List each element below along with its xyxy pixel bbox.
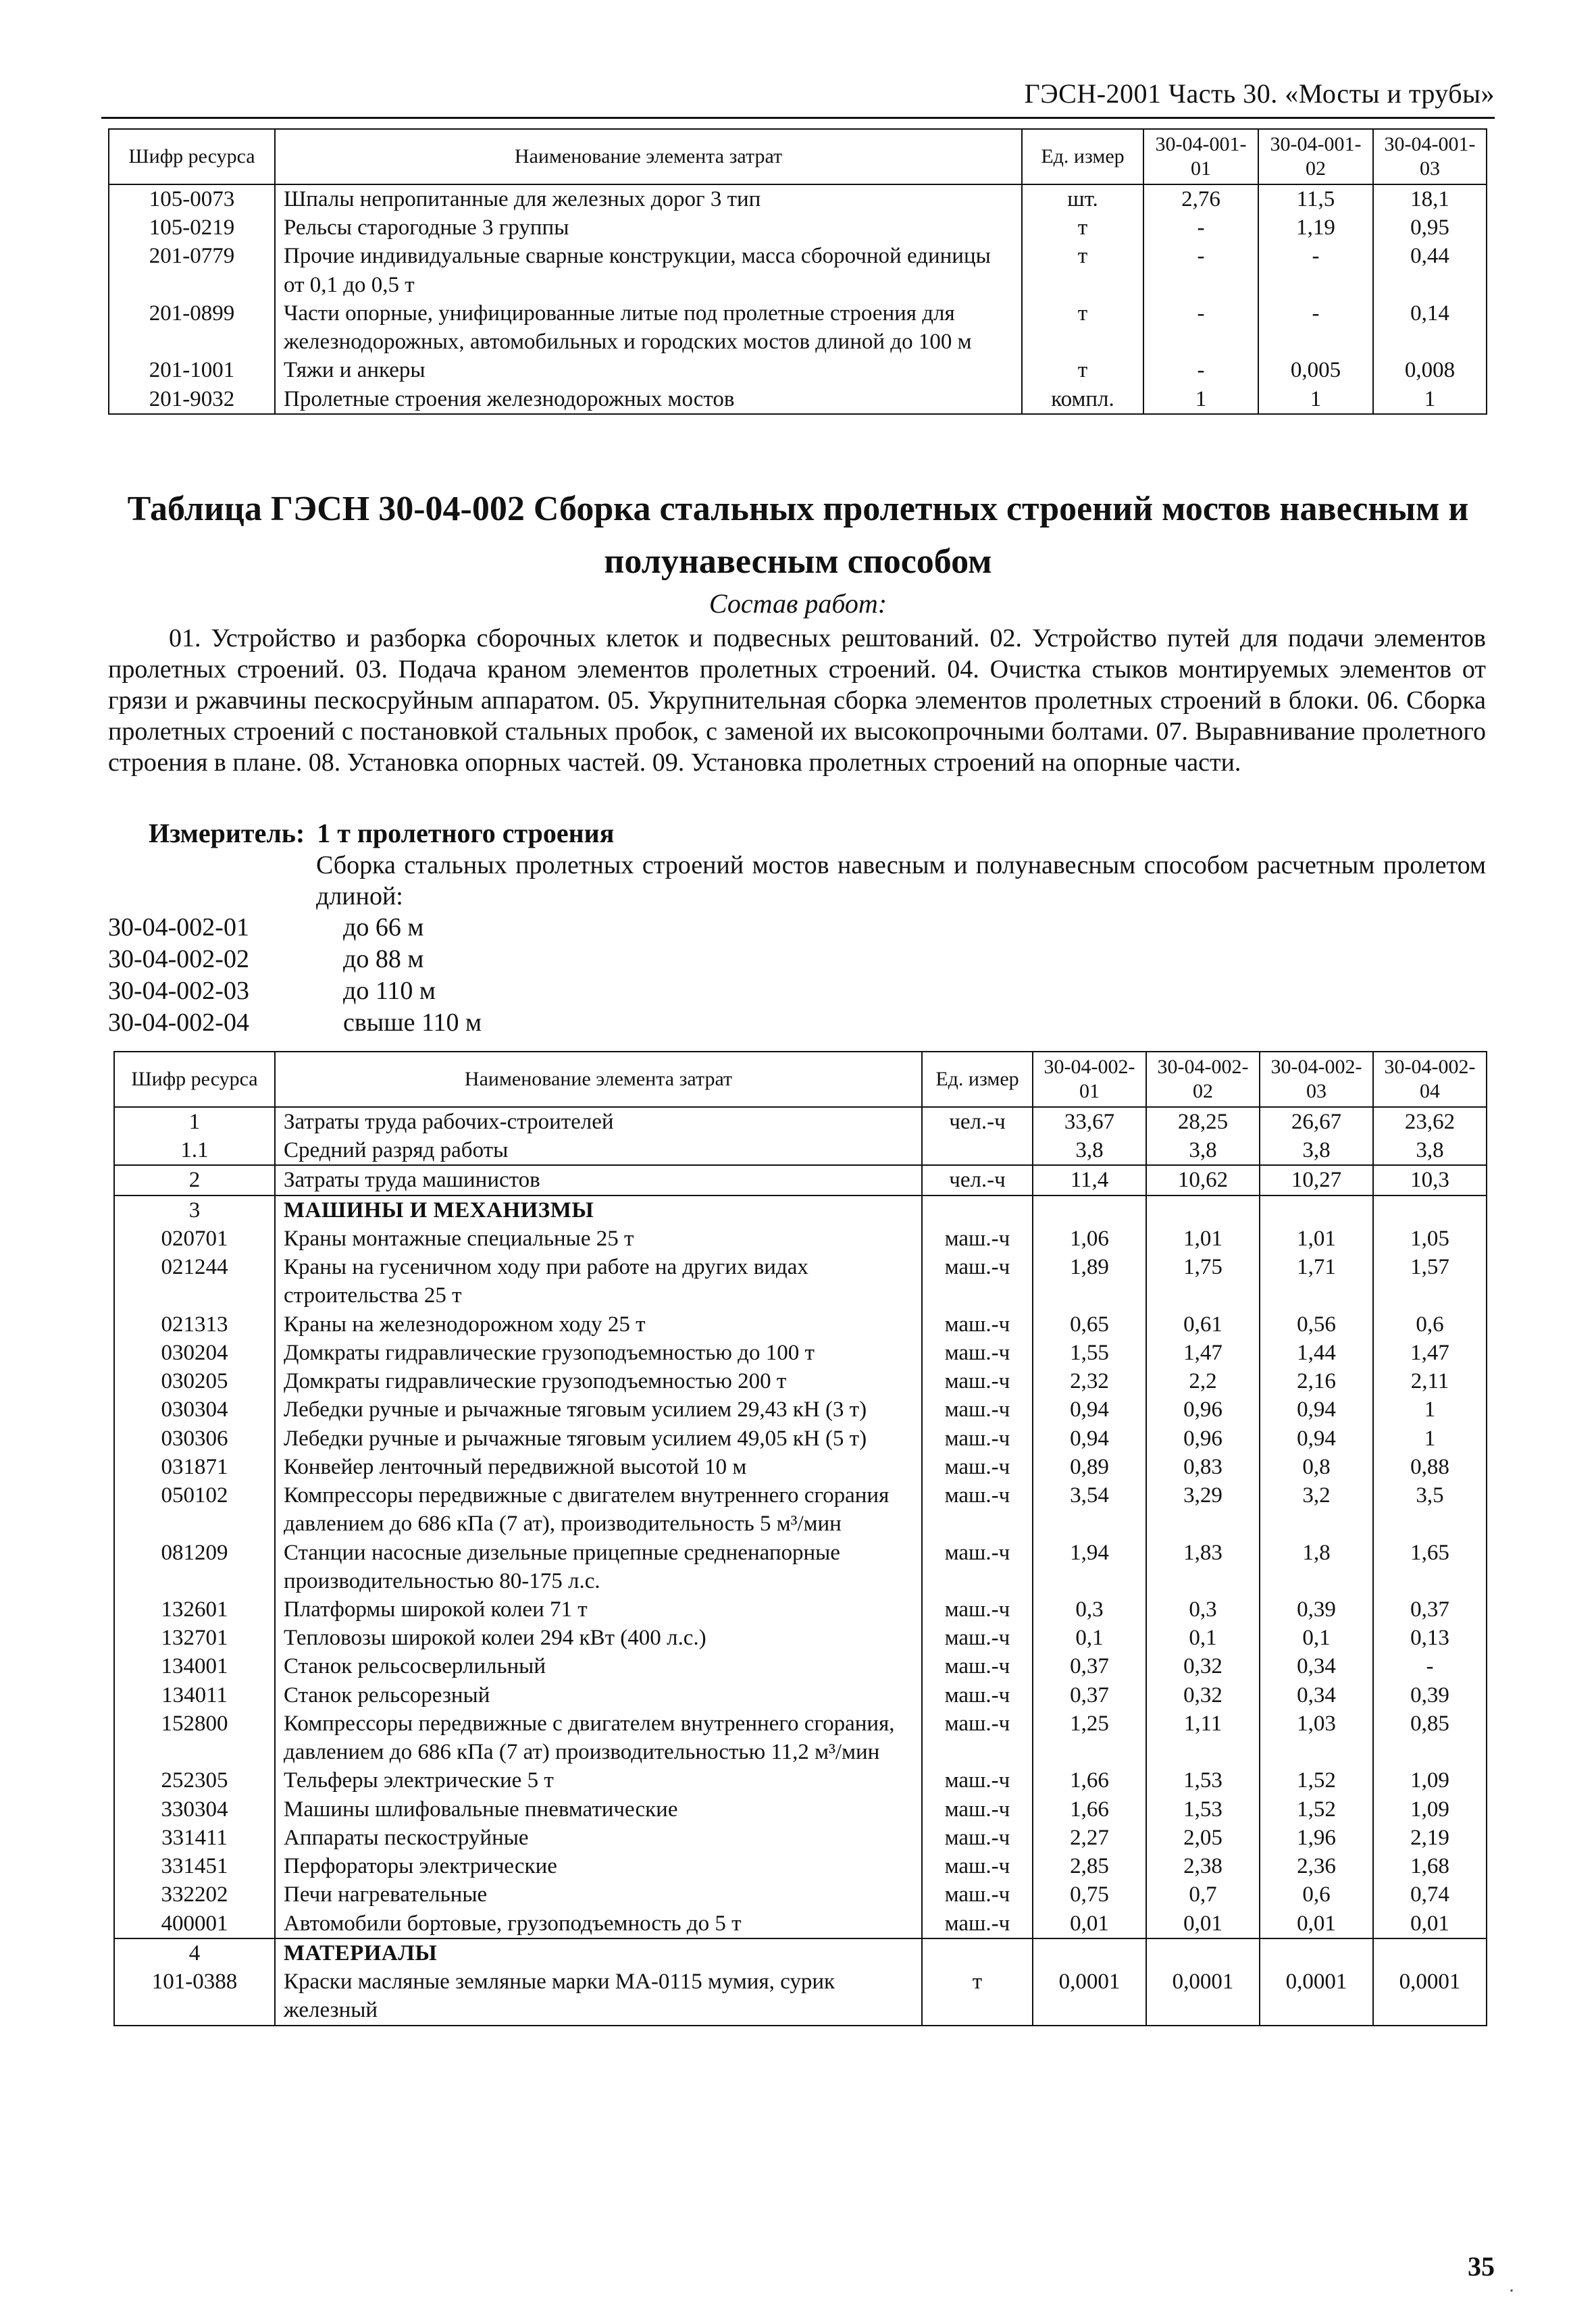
value-cell: 1,52 — [1260, 1795, 1373, 1824]
unit-cell: чел.-ч — [922, 1165, 1033, 1195]
table-row — [114, 1165, 1487, 1195]
column-header: 30-04-001-02 — [1258, 129, 1373, 184]
value-cell — [1260, 1938, 1373, 1968]
resource-name: Тепловозы широкой колеи 294 кВт (400 л.с.) — [275, 1624, 922, 1652]
table-row — [109, 356, 1487, 384]
value-cell: 1,47 — [1146, 1339, 1260, 1367]
value-cell: 1,25 — [1033, 1709, 1146, 1766]
table-row — [114, 1225, 1487, 1253]
table-row — [114, 1453, 1487, 1481]
resource-code: 030204 — [114, 1339, 275, 1367]
resource-name: Компрессоры передвижные с двигателем внутреннего сгорания давлением до 686 кПа (7 ат), производительность 5 м³/мин — [275, 1481, 922, 1538]
value-cell: 1,65 — [1373, 1539, 1487, 1595]
value-cell: 2,27 — [1033, 1824, 1146, 1852]
value-cell: 1,05 — [1373, 1225, 1487, 1253]
unit-cell: т — [1022, 242, 1143, 299]
resource-code: 105-0219 — [109, 213, 275, 242]
value-cell: 0,0001 — [1033, 1968, 1146, 2025]
value-cell: 10,62 — [1146, 1165, 1260, 1195]
value-cell: 0,95 — [1373, 213, 1487, 242]
unit-cell: маш.-ч — [922, 1595, 1033, 1624]
value-cell: 1 — [1373, 1424, 1487, 1453]
resource-code: 2 — [114, 1165, 275, 1195]
value-cell: 1,83 — [1146, 1539, 1260, 1595]
value-cell: 0,37 — [1033, 1652, 1146, 1680]
composition-heading: Состав работ: — [709, 588, 887, 619]
resource-code: 134011 — [114, 1681, 275, 1709]
table-row — [114, 1938, 1487, 1968]
value-cell: 0,0001 — [1146, 1968, 1260, 2025]
resource-name: Лебедки ручные и рычажные тяговым усилием 29,43 кН (3 т) — [275, 1395, 922, 1424]
resource-name: Рельсы старогодные 3 группы — [275, 213, 1022, 242]
value-cell: - — [1143, 242, 1258, 299]
resource-code: 132701 — [114, 1624, 275, 1652]
table-row — [114, 1136, 1487, 1165]
unit-cell — [922, 1136, 1033, 1165]
resource-name: Конвейер ленточный передвижной высотой 10 м — [275, 1453, 922, 1481]
value-cell: 3,5 — [1373, 1481, 1487, 1538]
table-row — [109, 385, 1487, 414]
column-header: Ед. измер — [1022, 129, 1143, 184]
resource-code: 201-0899 — [109, 299, 275, 356]
value-cell: 0,75 — [1033, 1880, 1146, 1909]
column-header: 30-04-001-03 — [1373, 129, 1487, 184]
value-cell: 0,89 — [1033, 1453, 1146, 1481]
resource-code: 152800 — [114, 1709, 275, 1766]
table-row — [109, 242, 1487, 299]
resource-name: Аппараты пескоструйные — [275, 1824, 922, 1852]
resource-code: 030205 — [114, 1367, 275, 1395]
table-row — [114, 1909, 1487, 1938]
resource-name: Домкраты гидравлические грузоподъемностью до 100 т — [275, 1339, 922, 1367]
unit-cell — [922, 1938, 1033, 1968]
table-row — [114, 1852, 1487, 1880]
resource-name: Части опорные, унифицированные литые под пролетные строения для железнодорожных, автомобильных и городских мостов длиной до 100 м — [275, 299, 1022, 356]
value-cell: 0,44 — [1373, 242, 1487, 299]
value-cell: 3,29 — [1146, 1481, 1260, 1538]
value-cell: 1,75 — [1146, 1253, 1260, 1310]
unit-cell: маш.-ч — [922, 1395, 1033, 1424]
value-cell: 0,008 — [1373, 356, 1487, 384]
table-row — [114, 1481, 1487, 1538]
value-cell: 3,54 — [1033, 1481, 1146, 1538]
resource-name: Печи нагревательные — [275, 1880, 922, 1909]
unit-cell: т — [1022, 356, 1143, 384]
value-cell: 1 — [1373, 1395, 1487, 1424]
value-cell — [1373, 1938, 1487, 1968]
unit-cell: т — [922, 1968, 1033, 2025]
resource-code: 031871 — [114, 1453, 275, 1481]
header-rule — [101, 117, 1495, 119]
resource-name: Тяжи и анкеры — [275, 356, 1022, 384]
value-cell: 0,3 — [1146, 1595, 1260, 1624]
table-header-row — [109, 129, 1487, 184]
resource-code: 030306 — [114, 1424, 275, 1453]
value-cell: 1,01 — [1260, 1225, 1373, 1253]
value-cell: 2,19 — [1373, 1824, 1487, 1852]
value-cell: 0,01 — [1373, 1909, 1487, 1938]
value-cell: - — [1143, 356, 1258, 384]
value-cell: 1,44 — [1260, 1339, 1373, 1367]
unit-cell: маш.-ч — [922, 1766, 1033, 1795]
resource-name: Затраты труда рабочих-строителей — [275, 1107, 922, 1136]
table-row — [109, 184, 1487, 213]
variant-value: до 110 м — [343, 977, 436, 1005]
value-cell: 0,56 — [1260, 1310, 1373, 1339]
variant-code: 30-04-002-02 — [108, 945, 249, 973]
column-header: Наименование элемента затрат — [275, 1052, 922, 1107]
value-cell: 2,32 — [1033, 1367, 1146, 1395]
unit-cell: маш.-ч — [922, 1539, 1033, 1595]
value-cell: 28,25 — [1146, 1107, 1260, 1136]
resource-name: МАШИНЫ И МЕХАНИЗМЫ — [275, 1195, 922, 1225]
resource-code: 105-0073 — [109, 184, 275, 213]
value-cell: 1,19 — [1258, 213, 1373, 242]
value-cell: - — [1143, 213, 1258, 242]
page-number: 35 — [1468, 2251, 1495, 2282]
variant-value: свыше 110 м — [343, 1008, 482, 1037]
table-row — [114, 1766, 1487, 1795]
value-cell: 1,01 — [1146, 1225, 1260, 1253]
unit-cell: маш.-ч — [922, 1824, 1033, 1852]
measure-label: Измеритель: — [149, 818, 305, 848]
resource-name: Автомобили бортовые, грузоподъемность до 5 т — [275, 1909, 922, 1938]
variant-value: до 66 м — [343, 913, 424, 942]
value-cell: 1,53 — [1146, 1766, 1260, 1795]
resource-code: 134001 — [114, 1652, 275, 1680]
resource-code: 331451 — [114, 1852, 275, 1880]
value-cell: 0,96 — [1146, 1395, 1260, 1424]
value-cell: 1,57 — [1373, 1253, 1487, 1310]
value-cell: - — [1373, 1652, 1487, 1680]
value-cell: 0,94 — [1033, 1424, 1146, 1453]
value-cell: 0,01 — [1260, 1909, 1373, 1938]
table-row — [114, 1310, 1487, 1339]
value-cell: 1,68 — [1373, 1852, 1487, 1880]
value-cell: 0,37 — [1033, 1681, 1146, 1709]
resource-name: Прочие индивидуальные сварные конструкции, масса сборочной единицы от 0,1 до 0,5 т — [275, 242, 1022, 299]
value-cell: 1,52 — [1260, 1766, 1373, 1795]
unit-cell: шт. — [1022, 184, 1143, 213]
value-cell: 11,5 — [1258, 184, 1373, 213]
resource-code: 332202 — [114, 1880, 275, 1909]
variant-item — [108, 944, 482, 975]
resource-name: Перфораторы электрические — [275, 1852, 922, 1880]
value-cell: 1,47 — [1373, 1339, 1487, 1367]
unit-cell: маш.-ч — [922, 1652, 1033, 1680]
value-cell: 0,85 — [1373, 1709, 1487, 1766]
value-cell: 1,66 — [1033, 1795, 1146, 1824]
table-row — [114, 1624, 1487, 1652]
column-header: Наименование элемента затрат — [275, 129, 1022, 184]
value-cell: 0,94 — [1033, 1395, 1146, 1424]
value-cell: 0,1 — [1033, 1624, 1146, 1652]
resource-name: Средний разряд работы — [275, 1136, 922, 1165]
resource-code: 4 — [114, 1938, 275, 1968]
resource-code: 081209 — [114, 1539, 275, 1595]
running-header: ГЭСН-2001 Часть 30. «Мосты и трубы» — [1024, 78, 1495, 109]
composition-text: 01. Устройство и разборка сборочных клеток и подвесных рештований. 02. Устройство путей для подачи элементов пролетных строений. 03. Подача краном элементов пролетных строений. 04. Очистка стыков монтируемых элементов от грязи и ржавчины пескосруйным аппаратом. 05. Укрупнительная сборка элементов пролетных строений в блоки. 06. Сборка пролетных строений с постановкой стальных пробок, с заменой их высокопрочными болтами. 07. Выравнивание пролетного строения в плане. 08. Установка опорных частей. 09. Установка пролетных строений на опорные части. — [108, 624, 1486, 777]
unit-cell: маш.-ч — [922, 1709, 1033, 1766]
value-cell: - — [1143, 299, 1258, 356]
resource-name: Машины шлифовальные пневматические — [275, 1795, 922, 1824]
resource-code: 020701 — [114, 1225, 275, 1253]
unit-cell: маш.-ч — [922, 1367, 1033, 1395]
resource-code: 3 — [114, 1195, 275, 1225]
value-cell: 1,09 — [1373, 1795, 1487, 1824]
value-cell: 10,3 — [1373, 1165, 1487, 1195]
value-cell: 3,8 — [1146, 1136, 1260, 1165]
value-cell: 0,6 — [1260, 1880, 1373, 1909]
resource-code: 252305 — [114, 1766, 275, 1795]
table-row — [114, 1824, 1487, 1852]
value-cell: 1,89 — [1033, 1253, 1146, 1310]
scan-mark: · — [1508, 2280, 1515, 2302]
value-cell: 2,38 — [1146, 1852, 1260, 1880]
value-cell: 0,1 — [1260, 1624, 1373, 1652]
unit-cell: маш.-ч — [922, 1624, 1033, 1652]
value-cell: 0,0001 — [1260, 1968, 1373, 2025]
value-cell: 0,3 — [1033, 1595, 1146, 1624]
unit-cell: маш.-ч — [922, 1852, 1033, 1880]
value-cell: 0,01 — [1033, 1909, 1146, 1938]
table-row — [114, 1539, 1487, 1595]
value-cell: 0,94 — [1260, 1424, 1373, 1453]
value-cell: 1,66 — [1033, 1766, 1146, 1795]
variant-item — [108, 975, 482, 1007]
value-cell: - — [1258, 242, 1373, 299]
value-cell: 2,76 — [1143, 184, 1258, 213]
column-header: Ед. измер — [922, 1052, 1033, 1107]
variant-item — [108, 912, 482, 944]
value-cell: 0,005 — [1258, 356, 1373, 384]
value-cell: - — [1258, 299, 1373, 356]
unit-cell: маш.-ч — [922, 1253, 1033, 1310]
unit-cell: маш.-ч — [922, 1880, 1033, 1909]
resource-name: Пролетные строения железнодорожных мостов — [275, 385, 1022, 414]
unit-cell: маш.-ч — [922, 1225, 1033, 1253]
value-cell: 0,94 — [1260, 1395, 1373, 1424]
table-title: Таблица ГЭСН 30-04-002 Сборка стальных пролетных строений мостов навесным и полунавесным способом — [127, 490, 1469, 581]
value-cell — [1033, 1195, 1146, 1225]
value-cell: 0,13 — [1373, 1624, 1487, 1652]
value-cell: 18,1 — [1373, 184, 1487, 213]
value-cell: 1 — [1373, 385, 1487, 414]
value-cell: 0,61 — [1146, 1310, 1260, 1339]
resource-code: 1 — [114, 1107, 275, 1136]
value-cell: 2,11 — [1373, 1367, 1487, 1395]
value-cell: 0,39 — [1260, 1595, 1373, 1624]
resource-name: Домкраты гидравлические грузоподъемностью 200 т — [275, 1367, 922, 1395]
resource-name: МАТЕРИАЛЫ — [275, 1938, 922, 1968]
unit-cell: т — [1022, 213, 1143, 242]
value-cell — [1373, 1195, 1487, 1225]
resource-code: 101-0388 — [114, 1968, 275, 2025]
value-cell: 0,88 — [1373, 1453, 1487, 1481]
value-cell: 0,01 — [1146, 1909, 1260, 1938]
value-cell: 3,8 — [1033, 1136, 1146, 1165]
table-row — [114, 1595, 1487, 1624]
value-cell: 3,2 — [1260, 1481, 1373, 1538]
column-header: 30-04-002-02 — [1146, 1052, 1260, 1107]
resource-name: Лебедки ручные и рычажные тяговым усилием 49,05 кН (5 т) — [275, 1424, 922, 1453]
value-cell: 0,83 — [1146, 1453, 1260, 1481]
value-cell: 0,74 — [1373, 1880, 1487, 1909]
value-cell: 1,03 — [1260, 1709, 1373, 1766]
value-cell: 0,0001 — [1373, 1968, 1487, 2025]
resource-code: 021313 — [114, 1310, 275, 1339]
unit-cell: маш.-ч — [922, 1310, 1033, 1339]
resource-table-30-04-002 — [113, 1051, 1487, 2026]
table-header-row — [114, 1052, 1487, 1107]
table-row — [114, 1367, 1487, 1395]
value-cell — [1146, 1195, 1260, 1225]
table-row — [114, 1107, 1487, 1136]
resource-code: 201-1001 — [109, 356, 275, 384]
resource-code: 050102 — [114, 1481, 275, 1538]
column-header: 30-04-002-04 — [1373, 1052, 1487, 1107]
value-cell: 10,27 — [1260, 1165, 1373, 1195]
resource-name: Платформы широкой колеи 71 т — [275, 1595, 922, 1624]
resource-name: Затраты труда машинистов — [275, 1165, 922, 1195]
resource-table-30-04-001 — [108, 128, 1487, 415]
value-cell: 1,11 — [1146, 1709, 1260, 1766]
column-header: 30-04-001-01 — [1143, 129, 1258, 184]
resource-code: 201-9032 — [109, 385, 275, 414]
resource-name: Станок рельсорезный — [275, 1681, 922, 1709]
value-cell: 1,09 — [1373, 1766, 1487, 1795]
column-header: 30-04-002-01 — [1033, 1052, 1146, 1107]
table-row — [114, 1424, 1487, 1453]
value-cell: 0,34 — [1260, 1681, 1373, 1709]
table-row — [114, 1253, 1487, 1310]
value-cell: 0,14 — [1373, 299, 1487, 356]
unit-cell: маш.-ч — [922, 1339, 1033, 1367]
unit-cell: т — [1022, 299, 1143, 356]
value-cell: 2,85 — [1033, 1852, 1146, 1880]
value-cell: 33,67 — [1033, 1107, 1146, 1136]
variant-list — [108, 912, 482, 1039]
value-cell: 2,36 — [1260, 1852, 1373, 1880]
variant-code: 30-04-002-04 — [108, 1008, 249, 1037]
resource-code: 1.1 — [114, 1136, 275, 1165]
resource-name: Компрессоры передвижные с двигателем внутреннего сгорания, давлением до 686 кПа (7 ат) производительностью 11,2 м³/мин — [275, 1709, 922, 1766]
resource-name: Шпалы непропитанные для железных дорог 3 тип — [275, 184, 1022, 213]
value-cell: 1 — [1258, 385, 1373, 414]
value-cell: 1,06 — [1033, 1225, 1146, 1253]
value-cell: 1,71 — [1260, 1253, 1373, 1310]
unit-cell — [922, 1195, 1033, 1225]
value-cell: 0,1 — [1146, 1624, 1260, 1652]
resource-name: Краски масляные земляные марки МА-0115 мумия, сурик железный — [275, 1968, 922, 2025]
value-cell: 2,05 — [1146, 1824, 1260, 1852]
table-row — [114, 1195, 1487, 1225]
resource-code: 331411 — [114, 1824, 275, 1852]
variant-value: до 88 м — [343, 945, 424, 973]
unit-cell: маш.-ч — [922, 1681, 1033, 1709]
resource-name: Краны монтажные специальные 25 т — [275, 1225, 922, 1253]
value-cell: 0,39 — [1373, 1681, 1487, 1709]
value-cell: 1,94 — [1033, 1539, 1146, 1595]
table-row — [114, 1795, 1487, 1824]
value-cell: 1,8 — [1260, 1539, 1373, 1595]
unit-cell: маш.-ч — [922, 1481, 1033, 1538]
value-cell — [1146, 1938, 1260, 1968]
table-row — [109, 299, 1487, 356]
resource-code: 201-0779 — [109, 242, 275, 299]
value-cell: 3,8 — [1373, 1136, 1487, 1165]
variant-item — [108, 1007, 482, 1039]
value-cell: 0,8 — [1260, 1453, 1373, 1481]
value-cell: 0,65 — [1033, 1310, 1146, 1339]
value-cell: 0,6 — [1373, 1310, 1487, 1339]
measure-description: Сборка стальных пролетных строений мостов навесным и полунавесным способом расчетным пролетом длиной: — [316, 851, 1486, 910]
measure-line — [149, 817, 614, 849]
value-cell: 1 — [1143, 385, 1258, 414]
table-row — [114, 1709, 1487, 1766]
variant-code: 30-04-002-01 — [108, 913, 249, 942]
value-cell: 0,96 — [1146, 1424, 1260, 1453]
table-row — [114, 1339, 1487, 1367]
measure-value: 1 т пролетного строения — [317, 818, 615, 848]
table-row — [114, 1395, 1487, 1424]
value-cell: 2,16 — [1260, 1367, 1373, 1395]
unit-cell: маш.-ч — [922, 1909, 1033, 1938]
resource-code: 132601 — [114, 1595, 275, 1624]
value-cell: 1,53 — [1146, 1795, 1260, 1824]
column-header: Шифр ресурса — [114, 1052, 275, 1107]
table-row — [114, 1652, 1487, 1680]
column-header: 30-04-002-03 — [1260, 1052, 1373, 1107]
value-cell: 0,34 — [1260, 1652, 1373, 1680]
value-cell: 0,37 — [1373, 1595, 1487, 1624]
variant-code: 30-04-002-03 — [108, 977, 249, 1005]
value-cell — [1033, 1938, 1146, 1968]
column-header: Шифр ресурса — [109, 129, 275, 184]
resource-code: 021244 — [114, 1253, 275, 1310]
value-cell: 1,55 — [1033, 1339, 1146, 1367]
value-cell: 23,62 — [1373, 1107, 1487, 1136]
value-cell: 0,32 — [1146, 1681, 1260, 1709]
value-cell: 3,8 — [1260, 1136, 1373, 1165]
resource-name: Станок рельсосверлильный — [275, 1652, 922, 1680]
resource-name: Станции насосные дизельные прицепные средненапорные производительностью 80-175 л.с. — [275, 1539, 922, 1595]
value-cell: 1,96 — [1260, 1824, 1373, 1852]
resource-code: 330304 — [114, 1795, 275, 1824]
table-row — [109, 213, 1487, 242]
unit-cell: чел.-ч — [922, 1107, 1033, 1136]
resource-name: Тельферы электрические 5 т — [275, 1766, 922, 1795]
unit-cell: маш.-ч — [922, 1424, 1033, 1453]
value-cell: 2,2 — [1146, 1367, 1260, 1395]
unit-cell: маш.-ч — [922, 1795, 1033, 1824]
value-cell: 26,67 — [1260, 1107, 1373, 1136]
resource-name: Краны на гусеничном ходу при работе на других видах строительства 25 т — [275, 1253, 922, 1310]
resource-name: Краны на железнодорожном ходу 25 т — [275, 1310, 922, 1339]
table-row — [114, 1968, 1487, 2025]
resource-code: 400001 — [114, 1909, 275, 1938]
value-cell: 0,7 — [1146, 1880, 1260, 1909]
table-row — [114, 1681, 1487, 1709]
value-cell: 0,32 — [1146, 1652, 1260, 1680]
table-row — [114, 1880, 1487, 1909]
unit-cell: компл. — [1022, 385, 1143, 414]
unit-cell: маш.-ч — [922, 1453, 1033, 1481]
value-cell — [1260, 1195, 1373, 1225]
value-cell: 11,4 — [1033, 1165, 1146, 1195]
resource-code: 030304 — [114, 1395, 275, 1424]
